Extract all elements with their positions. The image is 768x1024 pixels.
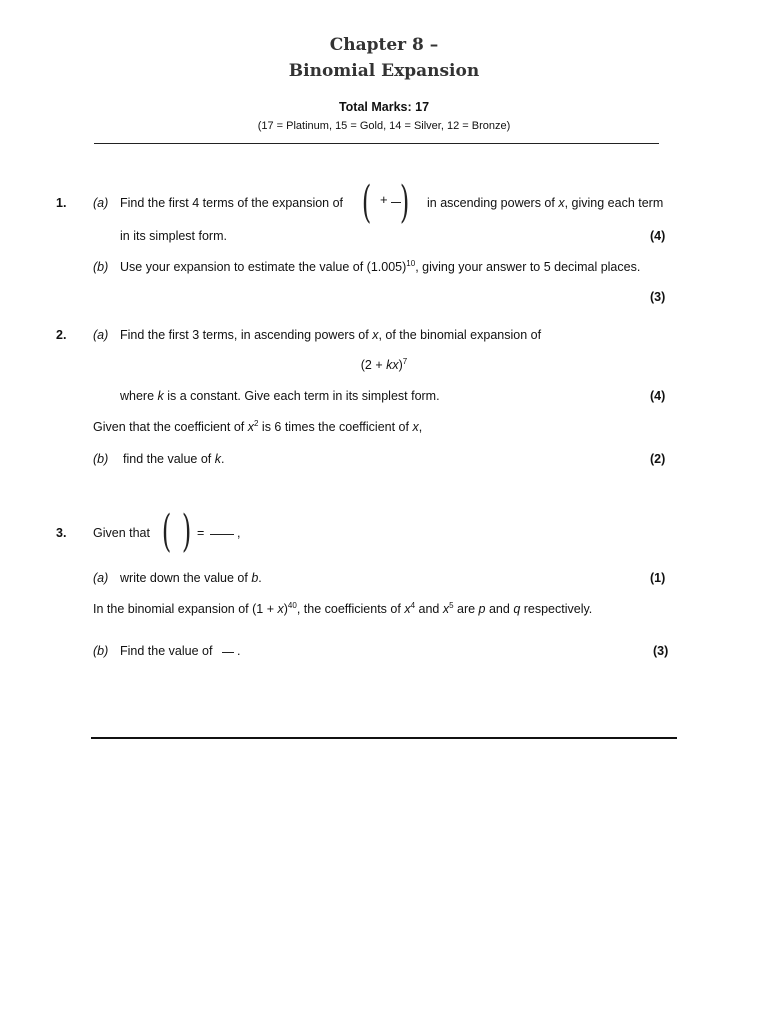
- q1-a-label-text: (a): [93, 196, 109, 210]
- q1-expression: ( + ): [361, 177, 410, 228]
- q3-part-a-text: write down the value of b.: [120, 571, 262, 585]
- q3-fraction-bar: [210, 534, 234, 535]
- question-number-2: 2.: [56, 328, 67, 342]
- q3-part-b-dot: .: [237, 644, 241, 658]
- q2-part-a-text-line2: where k is a constant. Give each term in its simplest form.: [120, 389, 440, 403]
- q3-given-text: Given that: [93, 526, 150, 540]
- q3-binomial-text: In the binomial expansion of $(1 + x)^{40}$, the coefficients of $x^4$ and $x^5$ are p and q respectively.: [93, 600, 593, 616]
- q3-part-a-marks: (1): [650, 571, 666, 585]
- q3-part-b-label: (b): [93, 644, 109, 658]
- q2-given-text: Given that the coefficient of $x^2$ is 6 times the coefficient of x,: [93, 418, 423, 434]
- footer-divider: [91, 737, 677, 739]
- q2-part-b-text: find the value of k.: [123, 452, 225, 466]
- q3-part-b-fraction-bar: [222, 652, 234, 653]
- chapter-title: Chapter 8 –: [329, 35, 439, 55]
- q3-part-b-text: Find the value of: [120, 644, 213, 658]
- q1-part-a-label: [93, 196, 108, 210]
- q1-part-a-text: Find the first 4 terms of the expansion of: [120, 196, 344, 210]
- q2-binomial-expression: (2 + kx)$^7$: [360, 356, 408, 372]
- header-divider: [94, 143, 659, 144]
- q1-plus-sign: +: [380, 192, 388, 207]
- q1-part-b-marks: (3): [650, 290, 666, 304]
- q2-part-b-marks: (2): [650, 452, 666, 466]
- q2-part-a-marks: (4): [650, 389, 666, 403]
- question-number-1: 1.: [56, 196, 67, 210]
- chapter-subtitle: Binomial Expansion: [288, 61, 480, 81]
- q1-part-b-text: Use your expansion to estimate the value of $(1.005)^{10}$, giving your answer to 5 decimal places.: [120, 258, 641, 274]
- q3-equals-sign: =: [197, 526, 205, 540]
- q2-part-a-label: (a): [93, 328, 109, 342]
- q3-part-a-label: (a): [93, 571, 109, 585]
- question-number-3: 3.: [56, 526, 67, 540]
- q1-part-b-label: (b): [93, 260, 109, 274]
- q1-part-a-marks: (4): [650, 229, 666, 243]
- grade-boundaries: (17 = Platinum, 15 = Gold, 14 = Silver, 12 = Bronze): [257, 120, 511, 132]
- q3-binomial-coefficient: ( ): [161, 506, 192, 557]
- q2-part-a-text: Find the first 3 terms, in ascending powers of x, of the binomial expansion of: [120, 328, 542, 342]
- q2-part-b-label: (b): [93, 452, 109, 466]
- q3-comma: ,: [237, 526, 241, 540]
- q1-part-a-text-continued: in ascending powers of x, giving each term: [427, 196, 664, 210]
- total-marks: Total Marks: 17: [338, 100, 430, 114]
- q1-part-a-text-line2: in its simplest form.: [120, 229, 227, 243]
- q3-part-b-marks: (3): [653, 644, 669, 658]
